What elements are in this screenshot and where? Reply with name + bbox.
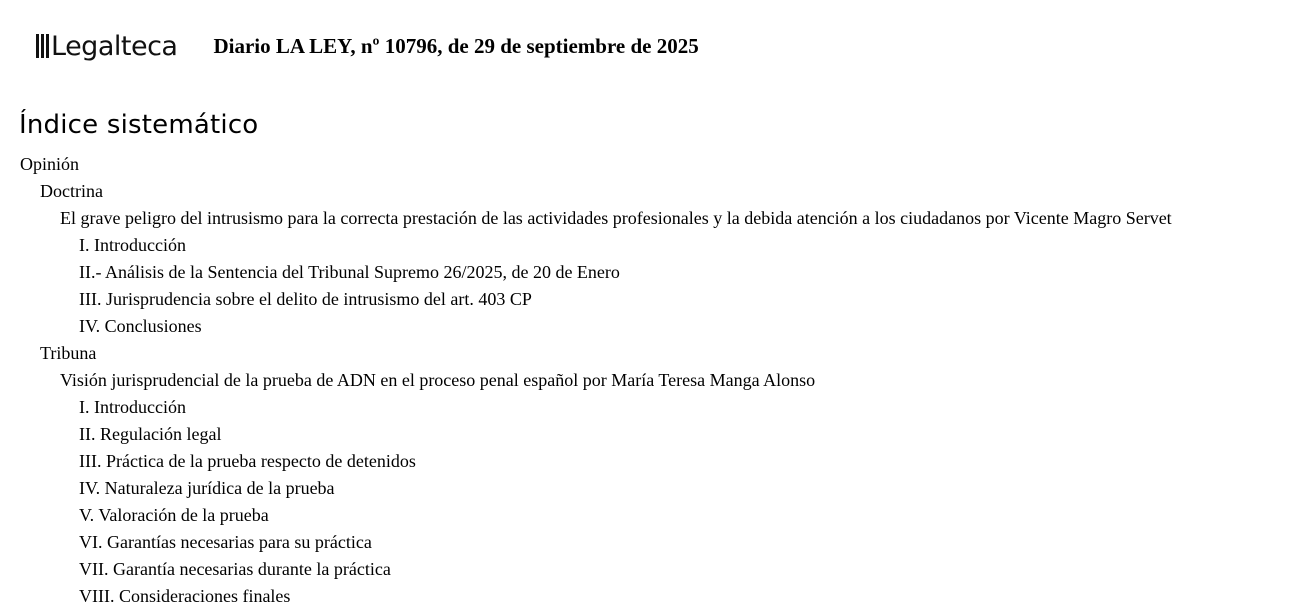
toc-chapter[interactable]: II. Regulación legal bbox=[79, 424, 222, 444]
toc-chapter[interactable]: I. Introducción bbox=[79, 235, 186, 255]
toc-article-intrusismo[interactable]: El grave peligro del intrusismo para la correcta prestación de las actividades profesionales y la debida atención a los ciudadanos por Vicente Magro Servet bbox=[60, 208, 1172, 228]
table-of-contents bbox=[20, 153, 1315, 612]
legalteca-logo bbox=[36, 26, 177, 66]
toc-chapter[interactable]: V. Valoración de la prueba bbox=[79, 505, 269, 525]
logo-text: Legalteca bbox=[51, 30, 178, 62]
toc-chapter[interactable]: VII. Garantía necesarias durante la práctica bbox=[79, 559, 391, 579]
toc-chapter[interactable]: VI. Garantías necesarias para su práctica bbox=[79, 532, 372, 552]
document-title: Diario LA LEY, nº 10796, de 29 de septiembre de 2025 bbox=[213, 33, 699, 58]
toc-subsection-tribuna[interactable]: Tribuna bbox=[40, 343, 97, 363]
logo-bars-icon bbox=[36, 34, 49, 58]
toc-chapter[interactable]: III. Jurisprudencia sobre el delito de intrusismo del art. 403 CP bbox=[79, 289, 532, 309]
toc-chapter[interactable]: I. Introducción bbox=[79, 397, 186, 417]
toc-chapter[interactable]: II.- Análisis de la Sentencia del Tribunal Supremo 26/2025, de 20 de Enero bbox=[79, 262, 620, 282]
toc-article-adn[interactable]: Visión jurisprudencial de la prueba de ADN en el proceso penal español por María Teresa Manga Alonso bbox=[60, 370, 816, 390]
index-heading: Índice sistemático bbox=[19, 110, 259, 140]
toc-chapter[interactable]: VIII. Consideraciones finales bbox=[79, 586, 291, 606]
toc-chapter[interactable]: III. Práctica de la prueba respecto de detenidos bbox=[79, 451, 416, 471]
toc-chapter[interactable]: IV. Naturaleza jurídica de la prueba bbox=[79, 478, 335, 498]
toc-chapter[interactable]: IV. Conclusiones bbox=[79, 316, 202, 336]
toc-subsection-doctrina[interactable]: Doctrina bbox=[40, 181, 103, 201]
document-header bbox=[36, 24, 699, 68]
toc-section-opinion[interactable]: Opinión bbox=[20, 154, 80, 174]
